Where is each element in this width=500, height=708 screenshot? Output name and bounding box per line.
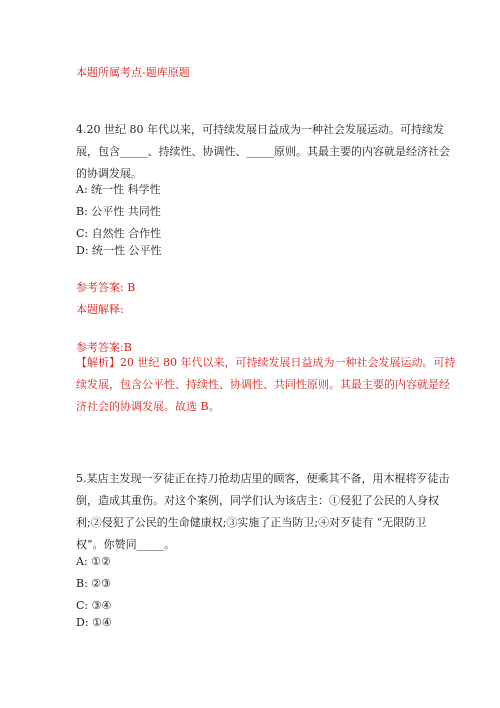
explanation-line: 济社会的协调发展。故选 B。: [76, 400, 220, 413]
source-tag: 本题所属考点-题库原题: [76, 66, 190, 79]
question-stem-line: 展，包含_____、持续性、协调性、_____原则。其最主要的内容就是经济社会: [76, 145, 450, 158]
option-c: C: 自然性 合作性: [76, 227, 162, 240]
question-stem-line: 权”。你赞同_____。: [76, 538, 176, 551]
answer-line: 参考答案: B: [76, 281, 136, 294]
explanation-line: 续发展，包含公平性、持续性、协调性、共同性原则。其最主要的内容就是经: [76, 378, 450, 391]
question-stem-line: 的协调发展。: [76, 167, 142, 180]
option-d: D: ①④: [76, 616, 112, 629]
option-a: A: 统一性 科学性: [76, 183, 161, 196]
analysis-title: 本题解释:: [76, 303, 124, 316]
option-b: B: 公平性 共同性: [76, 205, 161, 218]
question-stem-line: 4.20 世纪 80 年代以来，可持续发展日益成为一种社会发展运动。可持续发: [76, 123, 444, 136]
option-b: B: ②③: [76, 577, 112, 590]
question-stem-line: 倒，造成其重伤。对这个案例，同学们认为该店主：①侵犯了公民的人身权: [76, 494, 439, 507]
explanation-line: 【解析】20 世纪 80 年代以来，可持续发展日益成为一种社会发展运动。可持: [76, 356, 456, 369]
option-c: C: ③④: [76, 599, 112, 612]
question-stem-line: 5.某店主发现一歹徒正在持刀抢劫店里的顾客，便乘其不备，用木棍将歹徒击: [76, 472, 450, 485]
option-a: A: ①②: [76, 555, 111, 568]
answer-repeat: 参考答案:B: [76, 341, 132, 354]
question-stem-line: 利;②侵犯了公民的生命健康权;③实施了正当防卫;④对歹徒有 “无限防卫: [76, 516, 427, 529]
option-d: D: 统一性 公平性: [76, 244, 162, 257]
